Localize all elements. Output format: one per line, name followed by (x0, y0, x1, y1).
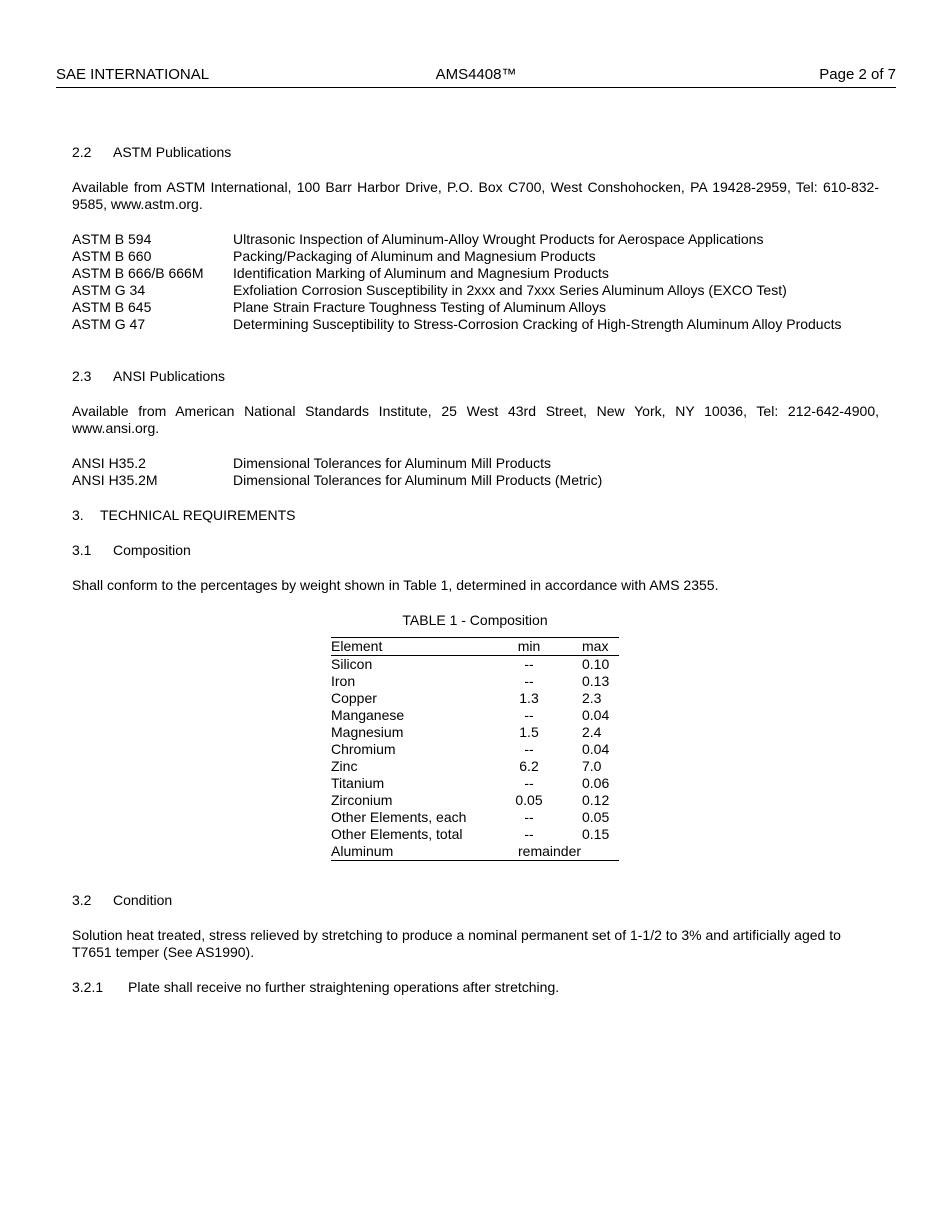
reference-title: Dimensional Tolerances for Aluminum Mill Products (233, 455, 551, 471)
min-cell: -- (524, 775, 534, 791)
min-cell: -- (524, 656, 534, 672)
section-3-2-text: Solution heat treated, stress relieved by stretching to produce a nominal permanent set of 1-1/2 to 3% and artificially aged to T7651 temper (See AS1990). (72, 927, 841, 960)
header-page-number: Page 2 of 7 (819, 66, 896, 83)
min-cell: 1.3 (519, 690, 539, 706)
table-row (331, 826, 619, 843)
section-2-3-heading (72, 368, 225, 385)
max-cell: 2.4 (582, 724, 602, 740)
reference-code: ASTM B 594 (72, 231, 152, 247)
section-3-2-1 (72, 979, 559, 996)
column-header-max: max (573, 638, 619, 656)
reference-title: Exfoliation Corrosion Susceptibility in 2xxx and 7xxx Series Aluminum Alloys (EXCO Test) (233, 282, 787, 298)
min-cell: 1.5 (519, 724, 539, 740)
table-row (331, 707, 619, 724)
table-row (331, 741, 619, 758)
table-body (331, 656, 619, 844)
section-title: Condition (113, 892, 173, 908)
table-header-row (331, 638, 619, 656)
table-row (331, 792, 619, 809)
composition-table (331, 637, 619, 861)
column-header-element: Element (331, 638, 503, 656)
min-cell: 0.05 (515, 792, 543, 808)
header-organization: SAE INTERNATIONAL (56, 66, 210, 83)
element-cell: Titanium (331, 775, 385, 791)
section-2-2-intro: Available from ASTM International, 100 Barr Harbor Drive, P.O. Box C700, West Conshohocken, PA 19428-2959, Tel: 610-832-9585, www.astm.org. (72, 179, 879, 212)
element-cell: Zirconium (331, 792, 393, 808)
max-cell: 0.13 (582, 673, 610, 689)
section-number: 2.2 (72, 144, 92, 160)
ansi-reference-list (72, 455, 879, 489)
min-cell: -- (524, 809, 534, 825)
max-cell: 0.05 (582, 809, 610, 825)
max-cell: 0.04 (582, 741, 610, 757)
reference-code: ASTM B 645 (72, 299, 152, 315)
section-number: 3. (72, 507, 84, 523)
section-number: 3.1 (72, 542, 92, 558)
page-header (56, 66, 896, 88)
section-number: 3.2 (72, 892, 92, 908)
element-cell: Chromium (331, 741, 396, 757)
reference-item (72, 265, 879, 282)
table-row (331, 809, 619, 826)
max-cell: 7.0 (582, 758, 602, 774)
min-cell: -- (524, 673, 534, 689)
reference-item (72, 248, 879, 265)
reference-title: Determining Susceptibility to Stress-Corrosion Cracking of High-Strength Aluminum Alloy Products (233, 316, 842, 332)
reference-item (72, 472, 879, 489)
table-row (331, 690, 619, 707)
section-3-2-heading (72, 892, 172, 909)
reference-item (72, 455, 879, 472)
max-cell: 0.10 (582, 656, 610, 672)
min-cell: -- (524, 826, 534, 842)
column-header-min: min (503, 638, 573, 656)
table-row (331, 724, 619, 741)
element-cell: Aluminum (331, 843, 394, 859)
min-cell: -- (524, 707, 534, 723)
table-caption: TABLE 1 - Composition (402, 612, 548, 628)
reference-title: Dimensional Tolerances for Aluminum Mill Products (Metric) (233, 472, 603, 488)
reference-title: Plane Strain Fracture Toughness Testing of Aluminum Alloys (233, 299, 607, 315)
astm-reference-list (72, 231, 879, 333)
element-cell: Other Elements, each (331, 809, 467, 825)
reference-code: ASTM G 47 (72, 316, 146, 332)
table-row (331, 673, 619, 690)
reference-code: ASTM B 660 (72, 248, 152, 264)
max-cell: 0.04 (582, 707, 610, 723)
table-row (331, 656, 619, 674)
element-cell: Iron (331, 673, 356, 689)
reference-code: ANSI H35.2 (72, 455, 146, 471)
element-cell: Copper (331, 690, 377, 706)
section-text: Plate shall receive no further straightening operations after stretching. (128, 979, 560, 995)
reference-item (72, 299, 879, 316)
min-cell: -- (524, 741, 534, 757)
reference-title: Identification Marking of Aluminum and Magnesium Products (233, 265, 609, 281)
section-title: ASTM Publications (113, 144, 232, 160)
remainder-cell: remainder (518, 843, 582, 859)
section-title: TECHNICAL REQUIREMENTS (100, 507, 296, 523)
element-cell: Manganese (331, 707, 405, 723)
section-number: 2.3 (72, 368, 92, 384)
section-title: Composition (113, 542, 191, 558)
section-3-heading (72, 507, 296, 524)
section-2-2-heading (72, 144, 231, 161)
reference-code: ANSI H35.2M (72, 472, 158, 488)
max-cell: 0.06 (582, 775, 610, 791)
reference-title: Ultrasonic Inspection of Aluminum-Alloy Wrought Products for Aerospace Applications (233, 231, 764, 247)
min-cell: 6.2 (519, 758, 539, 774)
header-document-id: AMS4408™ (435, 66, 517, 83)
section-2-3-intro: Available from American National Standards Institute, 25 West 43rd Street, New York, NY 10036, Tel: 212-642-4900, www.ansi.org. (72, 403, 879, 436)
max-cell: 2.3 (582, 690, 602, 706)
element-cell: Other Elements, total (331, 826, 463, 842)
max-cell: 0.12 (582, 792, 610, 808)
table-row (331, 758, 619, 775)
reference-item (72, 231, 879, 248)
reference-code: ASTM G 34 (72, 282, 146, 298)
table-row (331, 843, 619, 861)
max-cell: 0.15 (582, 826, 610, 842)
element-cell: Magnesium (331, 724, 404, 740)
section-3-1-heading (72, 542, 191, 559)
element-cell: Zinc (331, 758, 358, 774)
section-title: ANSI Publications (113, 368, 226, 384)
reference-item (72, 316, 879, 333)
reference-title: Packing/Packaging of Aluminum and Magnesium Products (233, 248, 596, 264)
table-row (331, 775, 619, 792)
section-number: 3.2.1 (72, 979, 104, 995)
element-cell: Silicon (331, 656, 373, 672)
reference-item (72, 282, 879, 299)
reference-code: ASTM B 666/B 666M (72, 265, 204, 281)
section-3-1-text: Shall conform to the percentages by weight shown in Table 1, determined in accordance with AMS 2355. (72, 577, 719, 593)
